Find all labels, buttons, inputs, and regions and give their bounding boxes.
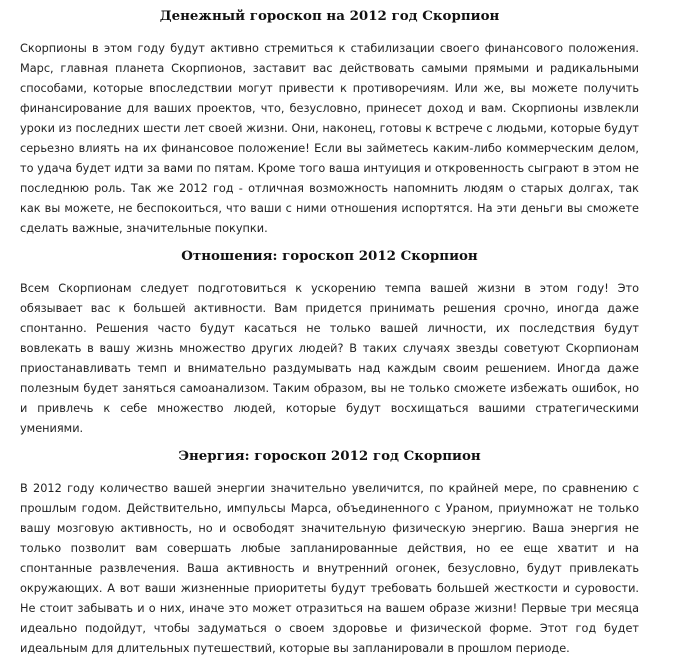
section-heading: Энергия: гороскоп 2012 год Скорпион [178,448,481,464]
section-money [20,6,639,239]
section-heading: Денежный гороскоп на 2012 год Скорпион [159,8,500,24]
section-relationships [20,246,639,439]
section-paragraph: Скорпионы в этом году будут активно стремиться к стабилизации своего финансового положения. Марс, главная планета Скорпионов, заставит вас действовать самыми прямыми и радикальными способами, которые впоследствии могут привести к противоречиям. Или же, вы можете получить финансирование для ваших проектов, что, безусловно, принесет доход и вам. Скорпионы извлекли уроки из последних шести лет своей жизни. Они, наконец, готовы к встрече с людьми, которые будут серьезно влиять на их финансовое положение! Если вы займетесь каким-либо коммерческим делом, то удача будет идти за вами по пятам. Кроме того ваша интуиция и откровенность сыграют в этом не последнюю роль. Так же 2012 год - отличная возможность напомнить людям о старых долгах, так как вы можете, не беспокоиться, что ваши с ними отношения испортятся. На эти деньги вы сможете сделать важные, значительные покупки. [20,42,639,235]
section-energy [20,446,639,659]
section-heading: Отношения: гороскоп 2012 Скорпион [181,248,478,264]
section-paragraph: Всем Скорпионам следует подготовиться к ускорению темпа вашей жизни в этом году! Это обязывает вас к большей активности. Вам придется принимать решения срочно, иногда даже спонтанно. Решения часто будут касаться не только вашей личности, их последствия будут вовлекать в вашу жизнь множество других людей? В таких случаях звезды советуют Скорпионам приостанавливать темп и внимательно раздумывать над каждым своим решением. Иногда даже полезным будет заняться самоанализом. Таким образом, вы не только сможете избежать ошибок, но и привлечь к себе множество людей, которые будут восхищаться вашими стратегическими умениями. [20,282,639,435]
section-paragraph: В 2012 году количество вашей энергии значительно увеличится, по крайней мере, по сравнению с прошлым годом. Действительно, импульсы Марса, объединенного с Ураном, приумножат не только вашу мозговую активность, но и освободят значительную физическую энергию. Ваша энергия не только позволит вам совершать любые запланированные действия, но ее еще хватит и на спонтанные развлечения. Ваша активность и внутренний огонек, безусловно, будут привлекать окружающих. А вот ваши жизненные приоритеты будут требовать большей жесткости и суровости. Не стоит забывать и о них, иначе это может отразиться на вашем образе жизни! Первые три месяца идеально подойдут, чтобы задуматься о своем здоровье и физической форме. Этот год будет идеальным для длительных путешествий, которые вы запланировали в прошлом периоде. [20,482,639,655]
